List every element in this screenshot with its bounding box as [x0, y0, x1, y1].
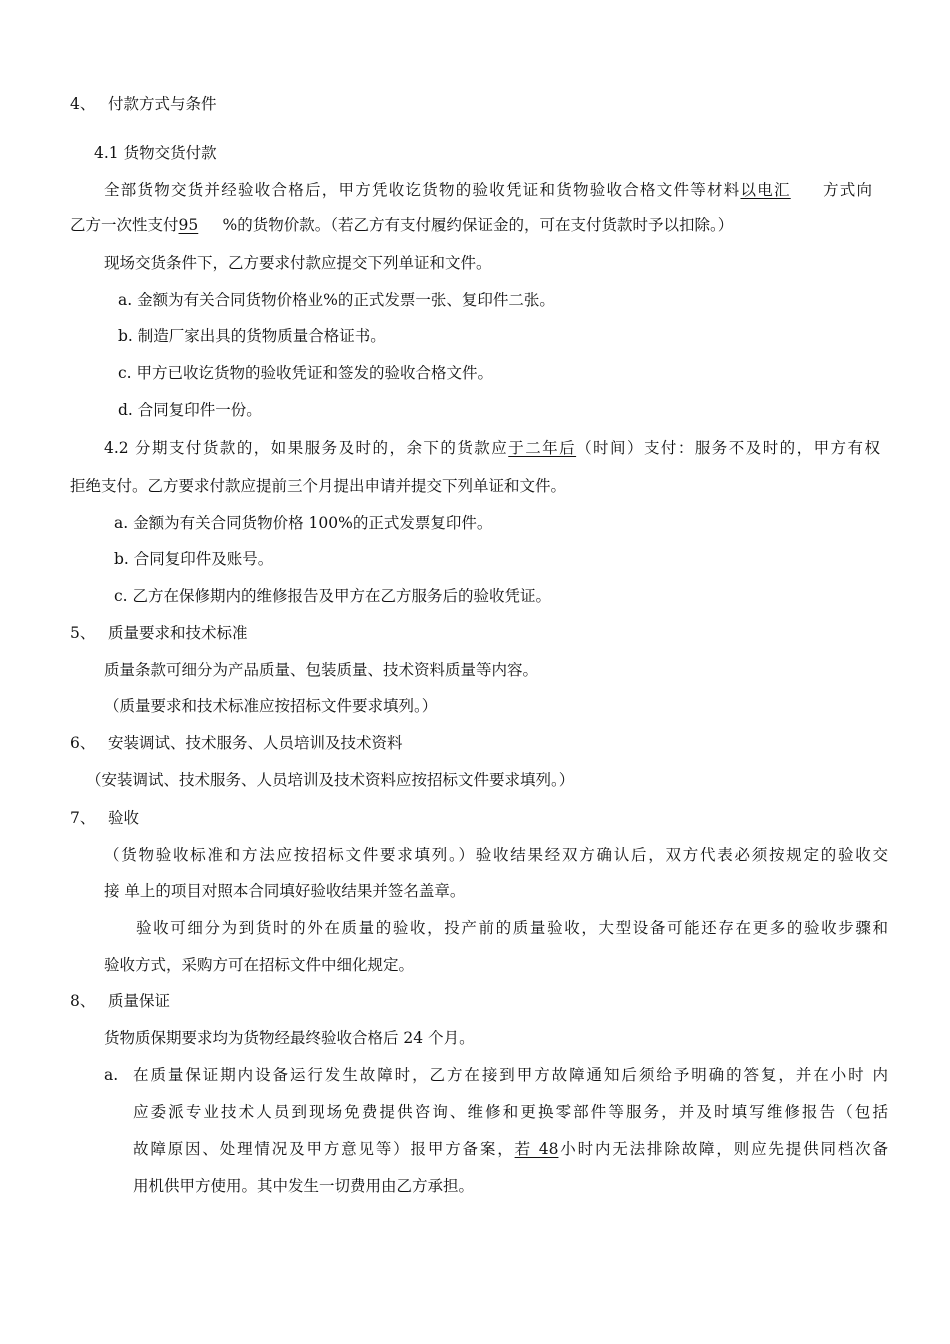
paragraph-line: 乙方一次性支付95 %的货物价款。（若乙方有支付履约保证金的，可在支付货款时予以扣除。） [70, 216, 734, 234]
response-hours: 若 48 [514, 1140, 559, 1158]
section-8-heading [70, 991, 170, 1011]
section-number: 5、 [70, 624, 96, 642]
paragraph-line: 4.2 分期支付货款的，如果服务及时的，余下的货款应于二年后（时间）支付：服务不及时的，甲方有权 [104, 439, 880, 457]
section-number: 8、 [70, 992, 96, 1010]
paragraph-line: 拒绝支付。乙方要求付款应提前三个月提出申请并提交下列单证和文件。 [70, 477, 567, 495]
payment-method: 以电汇 [740, 181, 791, 199]
list-marker: a. [104, 1066, 119, 1084]
paragraph-line: 验收可细分为到货时的外在质量的验收，投产前的质量验收，大型设备可能还存在更多的验收步骤和 [136, 919, 888, 937]
paragraph-line: 在质量保证期内设备运行发生故障时，乙方在接到甲方故障通知后须给予明确的答复，并在小时 内 [133, 1066, 888, 1084]
payment-time: 于二年后 [508, 439, 577, 457]
subsection-4-1-heading: 4.1 货物交货付款 [94, 144, 217, 162]
list-item: b. 合同复印件及账号。 [114, 550, 274, 568]
list-item: c. 甲方已收讫货物的验收凭证和签发的验收合格文件。 [118, 364, 494, 382]
paragraph-line: 验收方式，采购方可在招标文件中细化规定。 [104, 956, 415, 974]
paragraph-line: 全部货物交货并经验收合格后，甲方凭收讫货物的验收凭证和货物验收合格文件等材料以电汇 方式向 [104, 181, 872, 199]
paragraph-line: 用机供甲方使用。其中发生一切费用由乙方承担。 [133, 1177, 475, 1195]
paragraph-line: 质量条款可细分为产品质量、包装质量、技术资料质量等内容。 [104, 661, 539, 679]
paragraph-line: 货物质保期要求均为货物经最终验收合格后 24 个月。 [104, 1029, 475, 1047]
paragraph-line: 现场交货条件下，乙方要求付款应提交下列单证和文件。 [104, 254, 492, 272]
section-title: 安装调试、技术服务、人员培训及技术资料 [108, 734, 403, 752]
paragraph-line: （安装调试、技术服务、人员培训及技术资料应按招标文件要求填列。） [86, 771, 575, 789]
section-4-heading [70, 94, 217, 114]
section-title: 付款方式与条件 [108, 95, 217, 113]
paragraph-line: 故障原因、处理情况及甲方意见等）报甲方备案，若 48小时内无法排除故障，则应先提供同档次备 [133, 1140, 888, 1158]
list-item: c. 乙方在保修期内的维修报告及甲方在乙方服务后的验收凭证。 [114, 587, 552, 605]
list-item: a. 金额为有关合同货物价格 100%的正式发票复印件。 [114, 514, 493, 532]
payment-percent: 95 [178, 216, 199, 234]
paragraph-line: （质量要求和技术标准应按招标文件要求填列。） [104, 697, 438, 715]
section-7-heading [70, 808, 139, 828]
section-number: 4、 [70, 95, 96, 113]
section-title: 质量保证 [108, 992, 171, 1010]
section-number: 6、 [70, 734, 96, 752]
paragraph-line: 接 单上的项目对照本合同填好验收结果并签名盖章。 [104, 882, 466, 900]
section-title: 质量要求和技术标准 [108, 624, 248, 642]
list-item: d. 合同复印件一份。 [118, 401, 262, 419]
list-item: b. 制造厂家出具的货物质量合格证书。 [118, 327, 386, 345]
paragraph-line: 应委派专业技术人员到现场免费提供咨询、维修和更换零部件等服务，并及时填写维修报告（包括 [133, 1103, 888, 1121]
section-5-heading [70, 623, 248, 643]
section-title: 验收 [108, 809, 140, 827]
section-number: 7、 [70, 809, 96, 827]
paragraph-line: （货物验收标准和方法应按招标文件要求填列。）验收结果经双方确认后，双方代表必须按规定的验收交 [104, 846, 888, 864]
list-item: a. 金额为有关合同货物价格业%的正式发票一张、复印件二张。 [118, 291, 555, 309]
section-6-heading [70, 733, 403, 753]
